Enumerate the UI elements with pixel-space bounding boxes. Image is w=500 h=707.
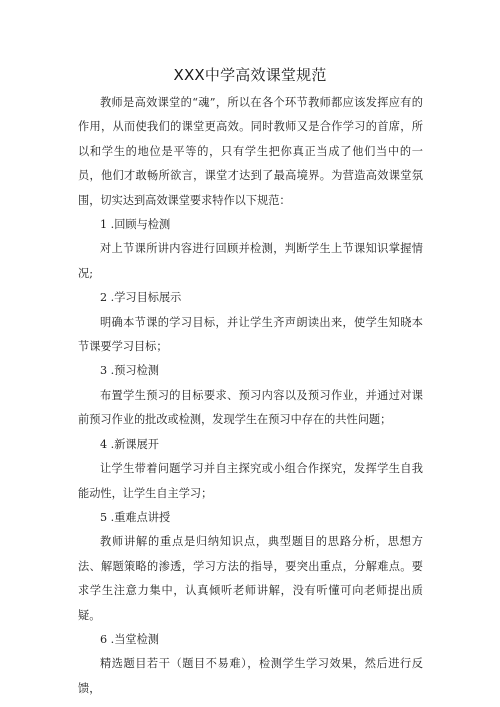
section-body-3: 布置学生预习的目标要求、预习内容以及预习作业，并通过对课前预习作业的批改或检测，发现学生在预习中存在的共性问题； (78, 388, 423, 427)
section-heading-5: 5 .重难点讲授 (100, 510, 171, 524)
section-body-5: 教师讲解的重点是归纳知识点，典型题目的思路分析，思想方法、解题策略的渗透，学习方法的指导，要突出重点，分解难点。要求学生注意力集中，认真倾听老师讲解，没有听懂可向老师提出质疑。 (78, 535, 423, 622)
intro-paragraph: 教师是高效课堂的“魂”，所以在各个环节教师都应该发挥应有的作用，从而使我们的课堂更高效。同时教师又是合作学习的首席，所以和学生的地位是平等的，只有学生把你真正当成了他们当中的一员，他们才敢畅所欲言，课堂才达到了最高境界。为营造高效课堂氛围，切实达到高效课堂要求特作以下规范： (78, 96, 423, 207)
section-body-6: 精选题目若干（题目不易难），检测学生学习效果，然后进行反馈， (78, 657, 423, 695)
section-heading-6: 6 .当堂检测 (100, 632, 159, 646)
section-body-1: 对上节课所讲内容进行回顾并检测，判断学生上节课知识掌握情况; (78, 242, 423, 280)
section-heading-4: 4 .新课展开 (100, 437, 159, 451)
section-heading-3: 3 .预习检测 (100, 364, 159, 378)
page-title: XXX中学高效课堂规范 (173, 66, 327, 84)
section-body-2: 明确本节课的学习目标，并让学生齐声朗读出来，使学生知晓本节课要学习目标； (78, 315, 423, 354)
section-heading-2: 2 .学习目标展示 (100, 291, 182, 305)
section-heading-1: 1 .回顾与检测 (100, 218, 171, 232)
section-body-4: 让学生带着问题学习并自主探究或小组合作探究，发挥学生自我能动性，让学生自主学习； (78, 462, 423, 500)
document-body (78, 91, 423, 701)
